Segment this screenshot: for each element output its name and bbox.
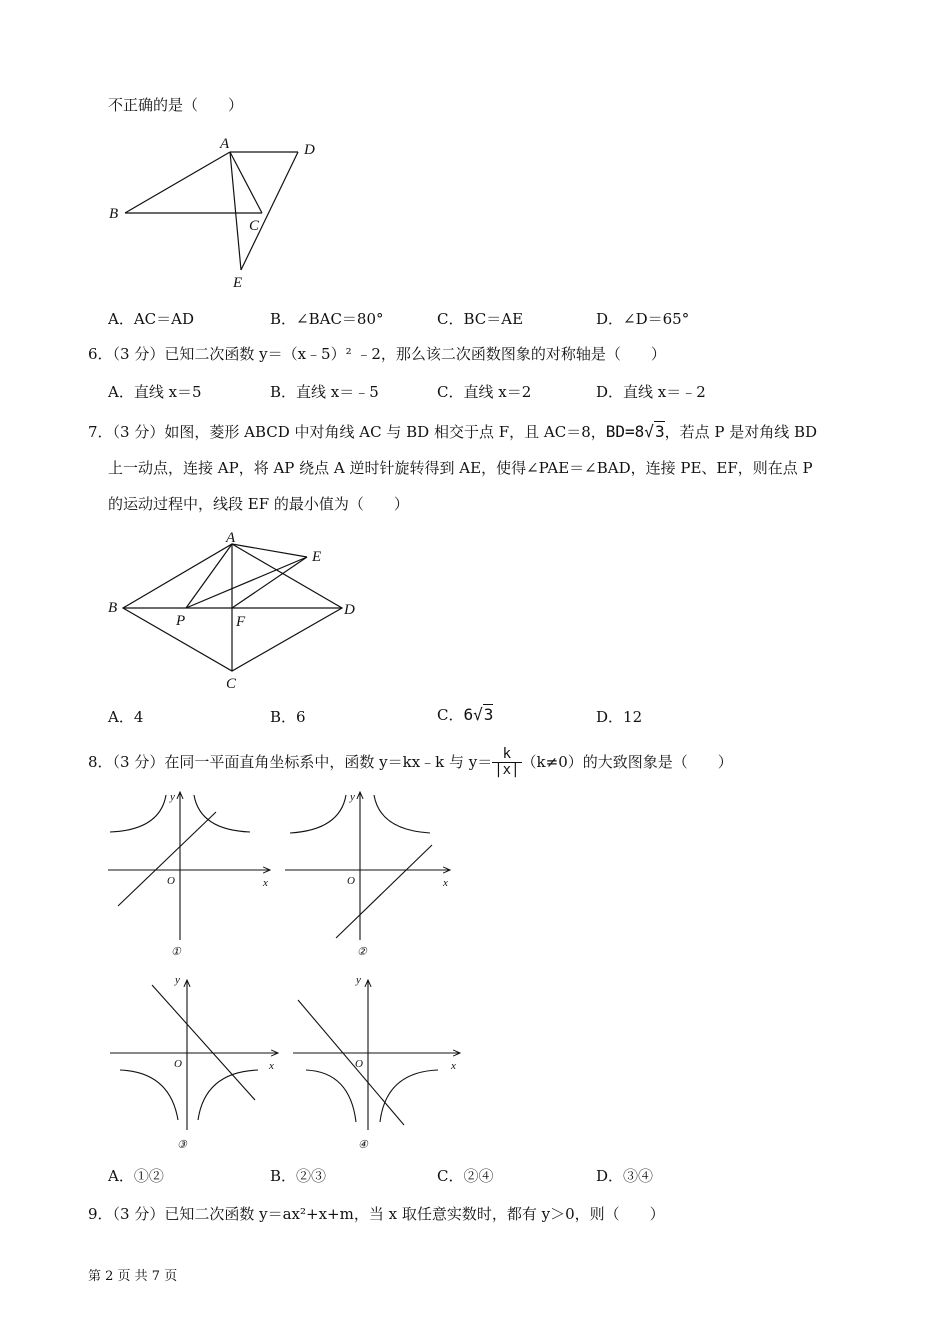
q5-option-c: C．BC＝AE	[437, 310, 524, 328]
q7-option-d: D．12	[596, 708, 643, 726]
q7-option-c-rad: 3	[483, 705, 494, 724]
graph-2-origin: O	[347, 875, 355, 887]
graph-1-origin: O	[167, 875, 175, 887]
q9-text: 9．（3 分）已知二次函数 y＝ax²+x+m，当 x 取任意实数时，都有 y＞0，则（ ）	[88, 1205, 665, 1223]
q8-frac-num: k	[492, 747, 521, 763]
q7-line-1b: ，若点 P 是对角线 BD	[664, 423, 818, 441]
q7-line-1a: 7．（3 分）如图，菱形 ABCD 中对角线 AC 与 BD 相交于点 F，且 AC＝8，	[88, 423, 606, 441]
q5-label-e: E	[233, 275, 243, 291]
graph-4-y-label: y	[356, 974, 361, 986]
graph-4	[293, 980, 460, 1130]
graph-4-x-label: x	[451, 1060, 456, 1072]
graph-1-x-label: x	[263, 877, 268, 889]
graph-3	[110, 980, 278, 1130]
q7-option-c: C．6√3	[437, 705, 494, 724]
graph-2-number: ②	[357, 946, 367, 958]
q5-label-d: D	[304, 142, 315, 158]
q5-option-d: D．∠D＝65°	[596, 310, 690, 328]
graph-4-origin: O	[355, 1058, 363, 1070]
q7-bd-expression: BD=8√3	[605, 422, 665, 441]
q7-label-d: D	[344, 602, 355, 618]
q7-option-c-coef: 6	[463, 705, 474, 724]
q8-option-b: B．②③	[270, 1167, 327, 1185]
graph-2	[285, 792, 450, 940]
graph-1	[108, 792, 270, 940]
q5-option-b: B．∠BAC＝80°	[270, 310, 384, 328]
q8-text-a: 8．（3 分）在同一平面直角坐标系中，函数 y＝kx﹣k 与 y＝	[88, 752, 493, 771]
q5-text-tail: 不正确的是（ ）	[108, 96, 244, 114]
graph-2-y-label: y	[350, 791, 355, 803]
q7-bd-rad: 3	[654, 422, 665, 441]
graph-3-y-label: y	[175, 974, 180, 986]
q6-option-a: A．直线 x＝5	[108, 383, 202, 401]
q7-label-f: F	[236, 614, 246, 630]
q6-option-b: B．直线 x＝﹣5	[270, 383, 379, 401]
graph-1-y-label: y	[170, 791, 175, 803]
q7-label-a: A	[226, 530, 236, 546]
q5-label-b: B	[109, 206, 119, 222]
q7-option-a: A．4	[108, 708, 144, 726]
page-footer: 第 2 页 共 7 页	[88, 1269, 178, 1284]
graph-3-x-label: x	[269, 1060, 274, 1072]
graph-4-number: ④	[358, 1139, 368, 1151]
q5-option-a: A．AC＝AD	[108, 310, 195, 328]
q7-label-p: P	[176, 613, 186, 629]
graph-1-number: ①	[171, 946, 181, 958]
graph-3-origin: O	[174, 1058, 182, 1070]
q8-option-a: A．①②	[108, 1167, 164, 1185]
q7-option-b: B．6	[270, 708, 306, 726]
q7-label-e: E	[312, 549, 322, 565]
graph-3-number: ③	[177, 1139, 187, 1151]
q8-text-b: （k≠0）的大致图象是（ ）	[521, 752, 733, 771]
q7-label-b: B	[108, 600, 118, 616]
q8-frac-den: |x|	[494, 762, 520, 779]
q5-label-c: C	[249, 218, 260, 234]
q8-option-d: D．③④	[596, 1167, 654, 1185]
q6-option-c: C．直线 x＝2	[437, 383, 532, 401]
q6-option-d: D．直线 x＝﹣2	[596, 383, 706, 401]
q7-bd-coef: BD=8	[605, 422, 645, 441]
q7-label-c: C	[226, 676, 237, 692]
q7-line-2: 上一动点，连接 AP，将 AP 绕点 A 逆时针旋转得到 AE，使得∠PAE＝∠BAD，连接 PE、EF，则在点 P	[108, 459, 813, 477]
q7-option-c-prefix: C．	[437, 706, 464, 724]
q5-label-a: A	[220, 136, 230, 152]
graph-2-x-label: x	[443, 877, 448, 889]
q6-text: 6．（3 分）已知二次函数 y＝（x﹣5）² ﹣2，那么该二次函数图象的对称轴是（ ）	[88, 345, 666, 363]
q7-line-3: 的运动过程中，线段 EF 的最小值为（ ）	[108, 495, 409, 513]
q8-option-c: C．②④	[437, 1167, 494, 1185]
